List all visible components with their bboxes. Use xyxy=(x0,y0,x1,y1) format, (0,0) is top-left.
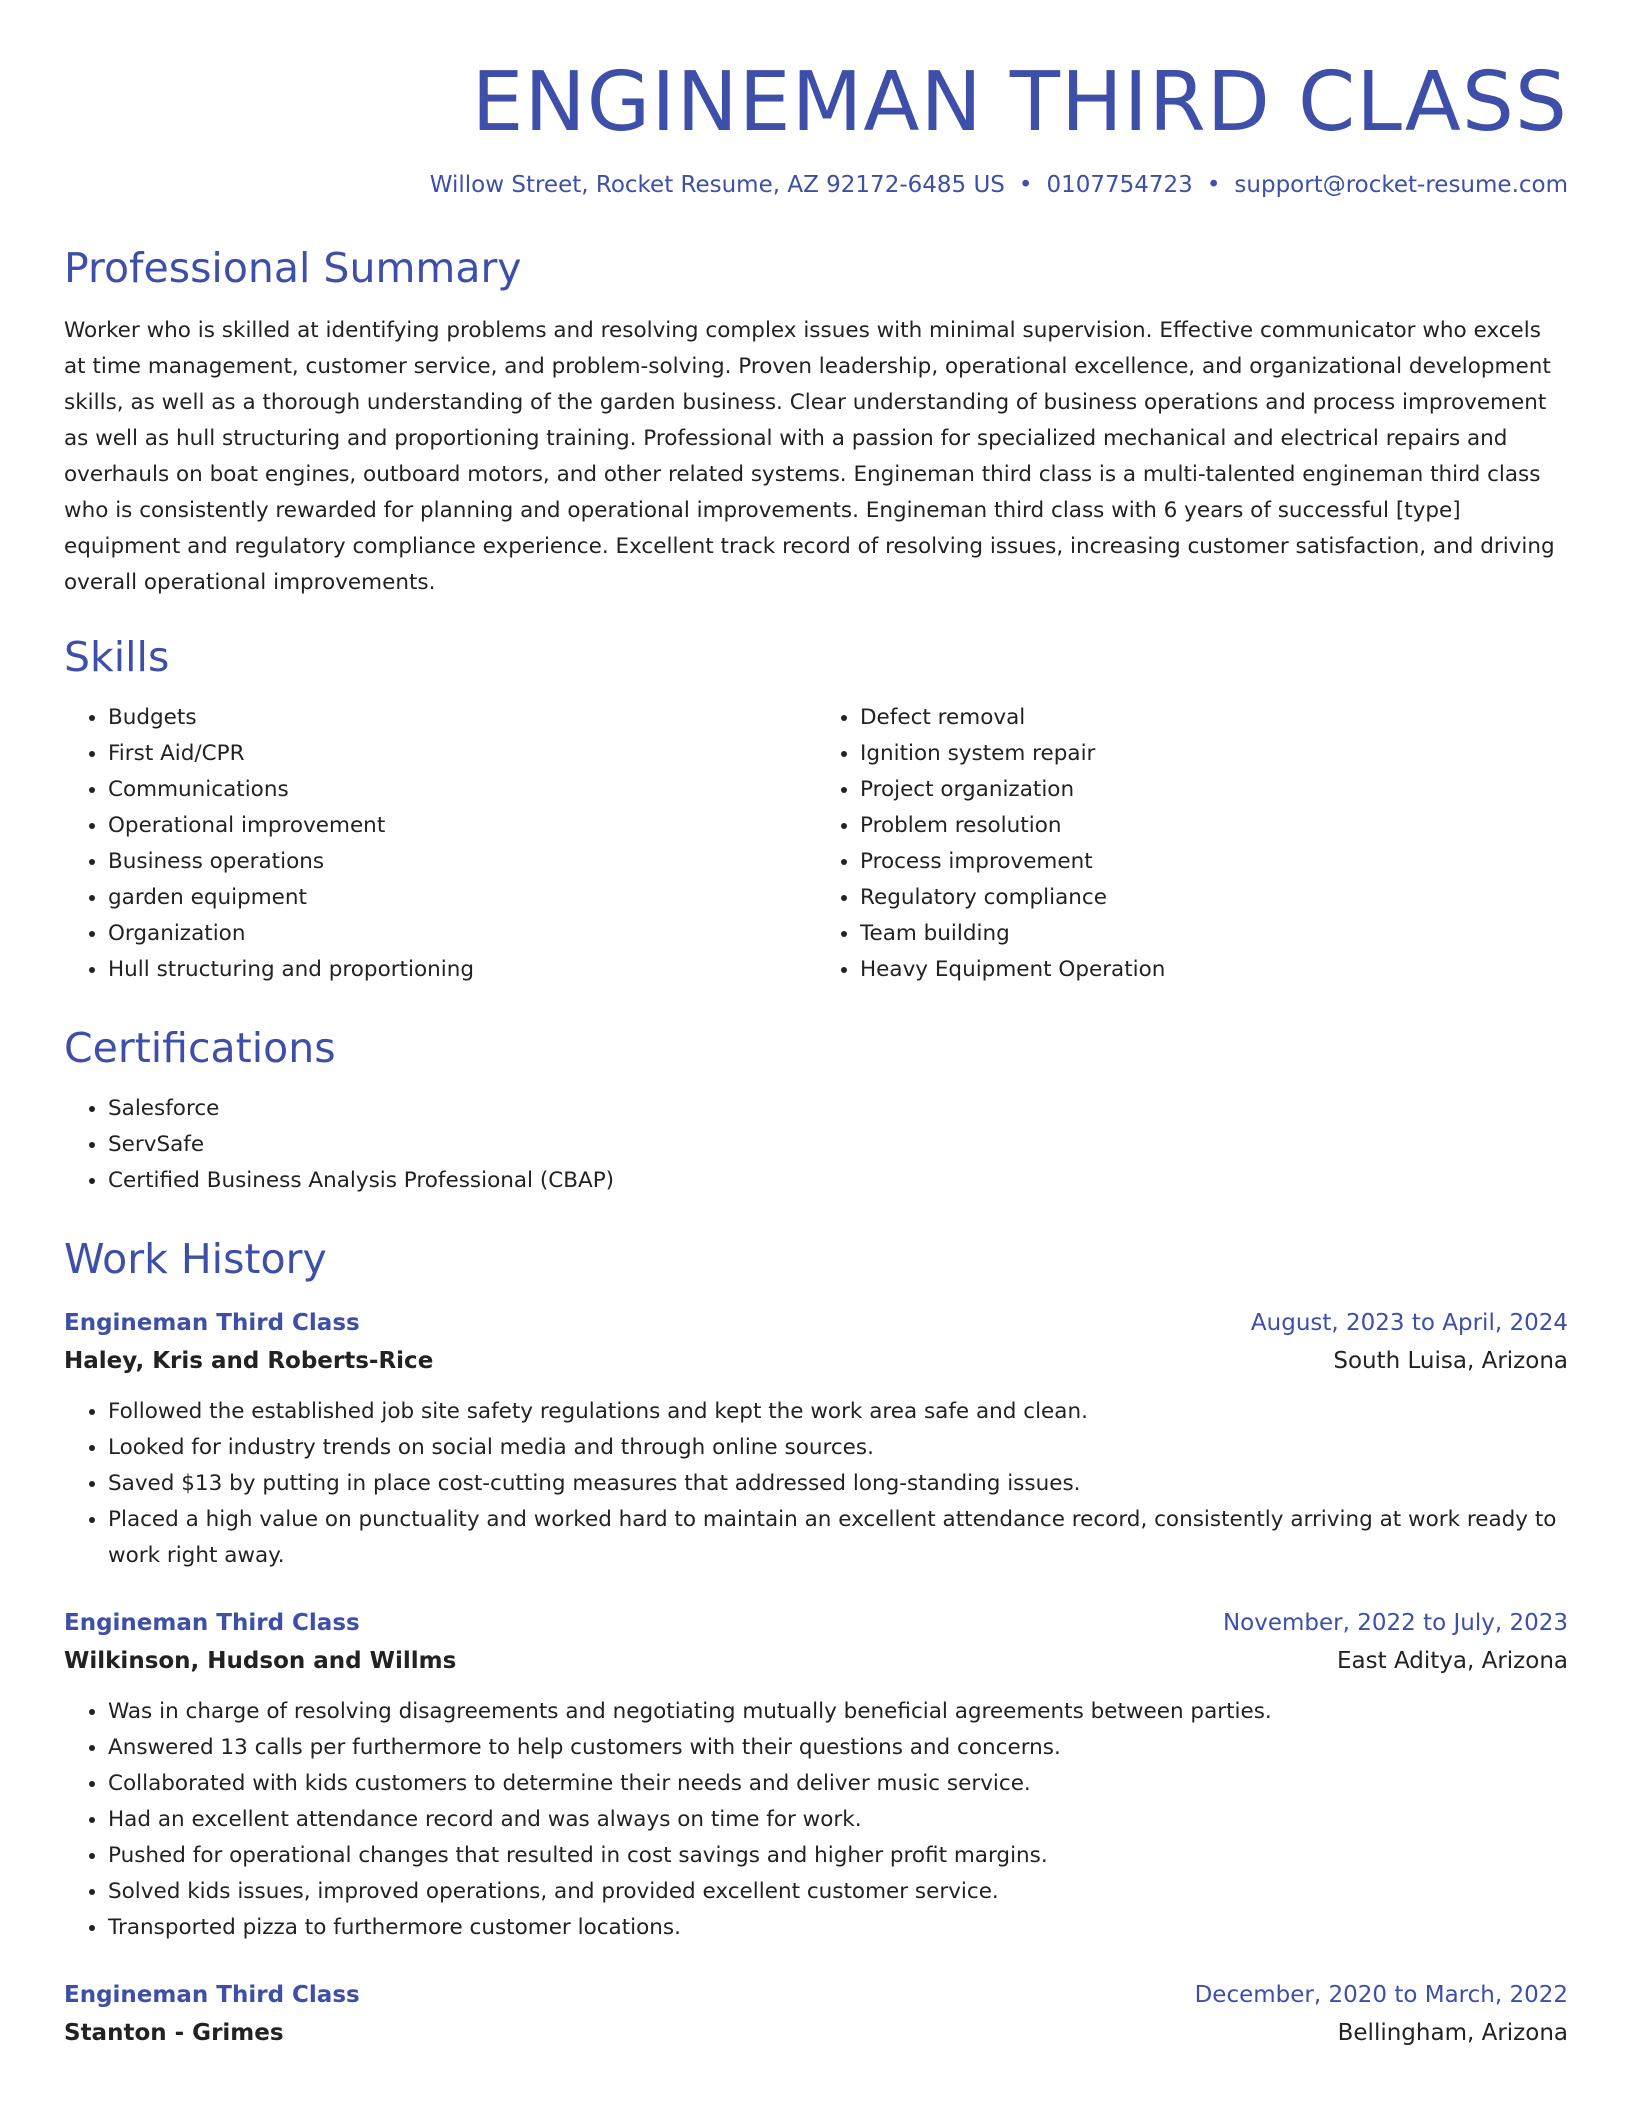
list-item: • Heavy Equipment Operation xyxy=(860,952,1568,988)
list-item: • Team building xyxy=(860,916,1568,952)
skills-list-left xyxy=(64,700,816,988)
job-title-row xyxy=(64,1604,1568,1642)
separator: • xyxy=(1018,172,1033,198)
list-item: • Placed a high value on punctuality and worked hard to maintain an excellent attendance record, consistently arriving at work ready to work right away. xyxy=(108,1502,1568,1574)
list-item: • Saved $13 by putting in place cost-cutting measures that addressed long-standing issues. xyxy=(108,1466,1568,1502)
list-item: • Operational improvement xyxy=(108,808,816,844)
list-item: • Pushed for operational changes that resulted in cost savings and higher profit margins. xyxy=(108,1838,1568,1874)
list-item: • Hull structuring and proportioning xyxy=(108,952,816,988)
job-title: Engineman Third Class xyxy=(64,1982,360,2008)
list-item: • Salesforce xyxy=(108,1091,1568,1127)
job-company: Wilkinson, Hudson and Willms xyxy=(64,1648,457,1674)
section-heading-certifications: Certifications xyxy=(64,1024,336,1072)
job-company: Stanton - Grimes xyxy=(64,2020,284,2046)
job-location: East Aditya, Arizona xyxy=(1337,1648,1568,1674)
contact-line xyxy=(64,172,1568,198)
job-company-row xyxy=(64,2014,1568,2052)
skills-list-right xyxy=(816,700,1568,988)
job-dates: November, 2022 to July, 2023 xyxy=(1222,1610,1568,1636)
list-item: • Project organization xyxy=(860,772,1568,808)
address: Willow Street, Rocket Resume, AZ 92172-6485 US xyxy=(429,172,1005,198)
list-item: • Process improvement xyxy=(860,844,1568,880)
section-heading-summary: Professional Summary xyxy=(64,244,522,292)
list-item: • Problem resolution xyxy=(860,808,1568,844)
list-item: • Was in charge of resolving disagreements and negotiating mutually beneficial agreements between parties. xyxy=(108,1694,1568,1730)
list-item: • Organization xyxy=(108,916,816,952)
summary-text: Worker who is skilled at identifying problems and resolving complex issues with minimal supervision. Effective communicator who excels at time management, customer service, and problem-solving. Proven leadership, operational excellence, and organizational development skills, as well as a thorough understanding of the garden business. Clear understanding of business operations and process improvement as well as hull structuring and proportioning training. Professional with a passion for specialized mechanical and electrical repairs and overhauls on boat engines, outboard motors, and other related systems. Engineman third class is a multi-talented engineman third class who is consistently rewarded for planning and operational improvements. Engineman third class with 6 years of successful [type] equipment and regulatory compliance experience. Excellent track record of resolving issues, increasing customer satisfaction, and driving overall operational improvements. xyxy=(64,318,1555,595)
job-location: Bellingham, Arizona xyxy=(1337,2020,1568,2046)
job-company-row xyxy=(64,1642,1568,1680)
list-item: • Ignition system repair xyxy=(860,736,1568,772)
list-item: • Had an excellent attendance record and was always on time for work. xyxy=(108,1802,1568,1838)
job-dates: December, 2020 to March, 2022 xyxy=(1194,1982,1568,2008)
list-item: • Followed the established job site safety regulations and kept the work area safe and clean. xyxy=(108,1394,1568,1430)
list-item: • Budgets xyxy=(108,700,816,736)
separator: • xyxy=(1206,172,1221,198)
job-bullets xyxy=(64,1394,1568,1574)
list-item: • Looked for industry trends on social media and through online sources. xyxy=(108,1430,1568,1466)
skills-columns xyxy=(64,700,1568,988)
job-dates: August, 2023 to April, 2024 xyxy=(1250,1310,1568,1336)
job-company: Haley, Kris and Roberts-Rice xyxy=(64,1348,434,1374)
job-title: Engineman Third Class xyxy=(64,1310,360,1336)
list-item: • garden equipment xyxy=(108,880,816,916)
job-entry xyxy=(64,1604,1568,1946)
section-heading-work-history: Work History xyxy=(64,1235,327,1283)
list-item: • Answered 13 calls per furthermore to help customers with their questions and concerns. xyxy=(108,1730,1568,1766)
job-company-row xyxy=(64,1342,1568,1380)
list-item: • First Aid/CPR xyxy=(108,736,816,772)
list-item: • Collaborated with kids customers to determine their needs and deliver music service. xyxy=(108,1766,1568,1802)
phone: 0107754723 xyxy=(1046,172,1193,198)
section-heading-skills: Skills xyxy=(64,633,170,681)
resume-title: ENGINEMAN THIRD CLASS xyxy=(471,55,1568,150)
list-item: • Solved kids issues, improved operations, and provided excellent customer service. xyxy=(108,1874,1568,1910)
certifications-list xyxy=(64,1091,1568,1199)
job-entry xyxy=(64,1976,1568,2052)
list-item: • Certified Business Analysis Professional (CBAP) xyxy=(108,1163,1568,1199)
job-title-row xyxy=(64,1976,1568,2014)
job-entry xyxy=(64,1304,1568,1574)
summary-section xyxy=(64,244,1568,601)
job-title-row xyxy=(64,1304,1568,1342)
certifications-section xyxy=(64,1024,1568,1199)
email-link[interactable]: support@rocket-resume.com xyxy=(1234,172,1568,198)
job-title: Engineman Third Class xyxy=(64,1610,360,1636)
job-bullets xyxy=(64,1694,1568,1946)
list-item: • ServSafe xyxy=(108,1127,1568,1163)
list-item: • Transported pizza to furthermore customer locations. xyxy=(108,1910,1568,1946)
list-item: • Defect removal xyxy=(860,700,1568,736)
list-item: • Business operations xyxy=(108,844,816,880)
work-history-section xyxy=(64,1235,1568,2052)
list-item: • Regulatory compliance xyxy=(860,880,1568,916)
skills-section xyxy=(64,633,1568,988)
job-location: South Luisa, Arizona xyxy=(1333,1348,1568,1374)
list-item: • Communications xyxy=(108,772,816,808)
